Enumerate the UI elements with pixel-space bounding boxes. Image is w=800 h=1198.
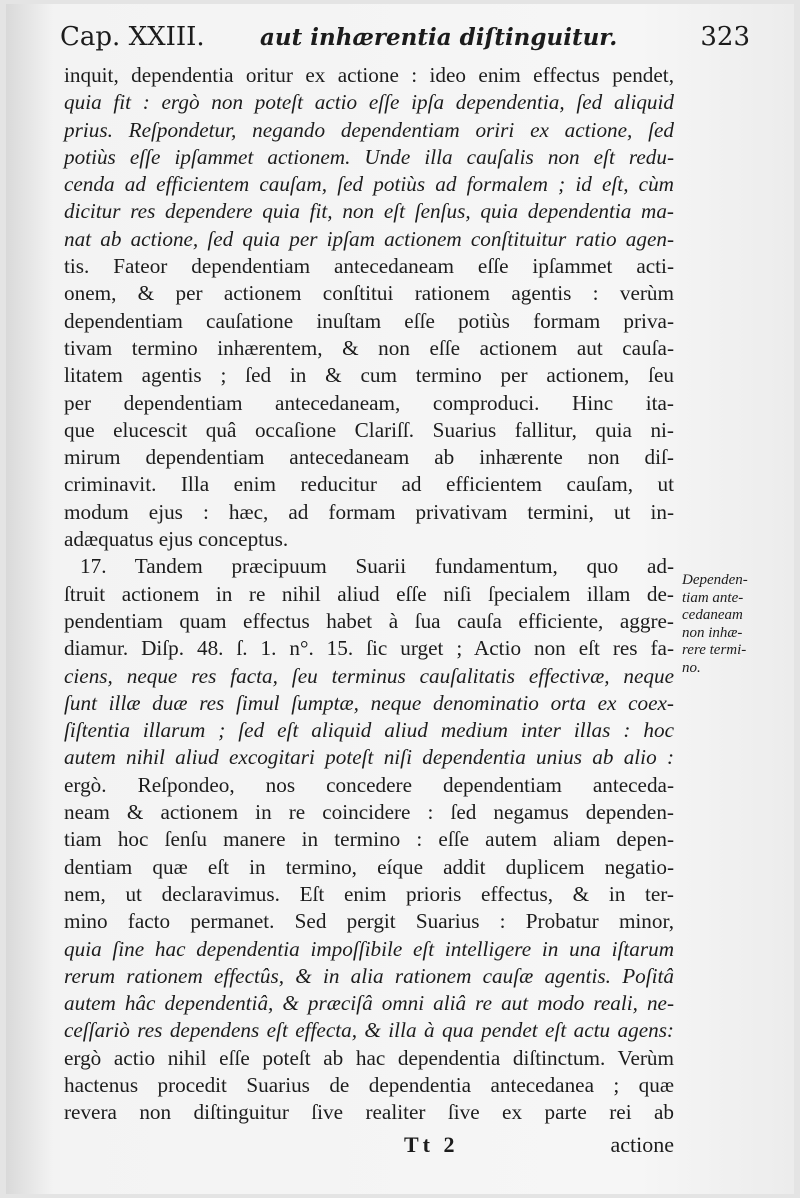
text-line: potiùs eſſe ipſammet actionem. Unde illa cauſalis non eſt redu- — [64, 144, 674, 169]
page-header — [60, 22, 750, 62]
page-footer — [64, 1132, 674, 1162]
text-line: modum ejus : hæc, ad formam privativam termini, ut in- — [64, 499, 674, 524]
signature-mark: Tt 2 — [404, 1132, 459, 1157]
text-line: rerum rationem effectûs, & in alia rationem cauſæ agentis. Poſitâ — [64, 963, 674, 988]
text-line: per dependentiam antecedaneam, comproduci. Hinc ita- — [64, 390, 674, 415]
body-text — [64, 62, 674, 1127]
marginal-note-line: Dependen- — [682, 572, 748, 588]
text-line: ciens, neque res facta, ſeu terminus cauſalitatis effectivæ, neque — [64, 663, 674, 688]
text-line: litatem agentis ; ſed in & cum termino per actionem, ſeu — [64, 363, 674, 388]
text-line: ergò actio nihil eſſe poteſt ab hac dependentia diſtinctum. Verùm — [64, 1045, 674, 1070]
text-line: neam & actionem in re coincidere : ſed negamus dependen- — [64, 800, 674, 825]
text-line: autem nihil aliud excogitari poteſt niſi dependentia unius ab alio : — [64, 745, 674, 770]
text-line: nat ab actione, ſed quia per ipſam actionem conſtituitur ratio agen- — [64, 226, 674, 251]
text-line: que elucescit quâ occaſione Clariſſ. Suarius fallitur, quia ni- — [64, 417, 674, 442]
text-line: hactenus procedit Suarius de dependentia antecedanea ; quæ — [64, 1072, 674, 1097]
text-line: dentiam quæ eſt in termino, eíque addit duplicem negatio- — [64, 854, 674, 879]
marginal-note-line: no. — [682, 659, 701, 676]
text-line: tis. Fateor dependentiam antecedaneam eſſe ipſammet acti- — [64, 254, 674, 279]
text-line: inquit, dependentia oritur ex actione : ideo enim effectus pendet, — [64, 63, 674, 87]
running-title: aut inhærentia diſtinguitur. — [260, 24, 618, 51]
marginal-note — [682, 572, 792, 677]
text-line: dicitur res dependere quia fit, non eſt ſenſus, quia dependentia ma- — [64, 199, 674, 224]
page-number: 323 — [700, 22, 750, 52]
text-line: onem, & per actionem conſtitui rationem agentis : verùm — [64, 281, 674, 306]
text-line: mirum dependentiam antecedaneam ab inhærente non diſ- — [64, 445, 674, 470]
text-line: diamur. Diſp. 48. ſ. 1. n°. 15. ſic urget ; Actio non eſt res fa- — [64, 636, 674, 661]
text-line: ergò. Reſpondeo, nos concedere dependentiam anteceda- — [64, 772, 674, 797]
text-line: prius. Reſpondetur, negando dependentiam oriri ex actione, ſed — [64, 117, 674, 142]
marginal-note-line: cedaneam — [682, 607, 743, 623]
text-line: ſtruit actionem in re nihil aliud eſſe niſi ſpecialem illam de- — [64, 581, 674, 606]
text-line: mino facto permanet. Sed pergit Suarius : Probatur minor, — [64, 909, 674, 934]
catchword: actione — [610, 1132, 674, 1157]
text-line: autem hâc dependentiâ, & præciſâ omni aliâ re aut modo reali, ne- — [64, 991, 674, 1016]
text-line: quia fit : ergò non poteſt actio eſſe ipſa dependentia, ſed aliquid — [64, 90, 674, 115]
text-line: tivam termino inhærentem, & non eſſe actionem aut cauſa- — [64, 335, 674, 360]
text-line: ſunt illæ duæ res ſimul ſumptæ, neque denominatio orta ex coex- — [64, 690, 674, 715]
marginal-note-line: non inhæ- — [682, 624, 743, 641]
text-line: nem, ut declaravimus. Eſt enim prioris effectus, & in ter- — [64, 881, 674, 906]
text-line: ſiſtentia illarum ; ſed eſt aliquid aliud medium inter illas : hoc — [64, 718, 674, 743]
text-line: ceſſariò res dependens eſt effecta, & illa à qua pendet eſt actu agens: — [64, 1018, 674, 1043]
text-line: revera non diſtinguitur ſive realiter ſive ex parte rei ab — [64, 1100, 674, 1125]
text-line: quia ſine hac dependentia impoſſibile eſt intelligere in una iſtarum — [64, 936, 674, 961]
marginal-note-line: rere termi- — [682, 642, 747, 658]
chapter-heading: Cap. XXIII. — [60, 22, 205, 52]
text-line: tiam hoc ſenſu manere in termino : eſſe autem aliam depen- — [64, 827, 674, 852]
text-line: adæquatus ejus conceptus. — [64, 527, 289, 552]
text-line: dependentiam cauſatione inuſtam eſſe potiùs formam priva- — [64, 308, 674, 333]
text-line: 17. Tandem præcipuum Suarii fundamentum, quo ad- — [80, 554, 674, 579]
text-line: criminavit. Illa enim reducitur ad efficientem cauſam, ut — [64, 472, 674, 497]
text-line: pendentiam quam effectus habet à ſua cauſa efficiente, aggre- — [64, 608, 674, 633]
book-page — [6, 4, 794, 1194]
text-line: cenda ad efficientem cauſam, ſed potiùs ad formalem ; id eſt, cùm — [64, 172, 674, 197]
marginal-note-line: tiam ante- — [682, 589, 744, 606]
